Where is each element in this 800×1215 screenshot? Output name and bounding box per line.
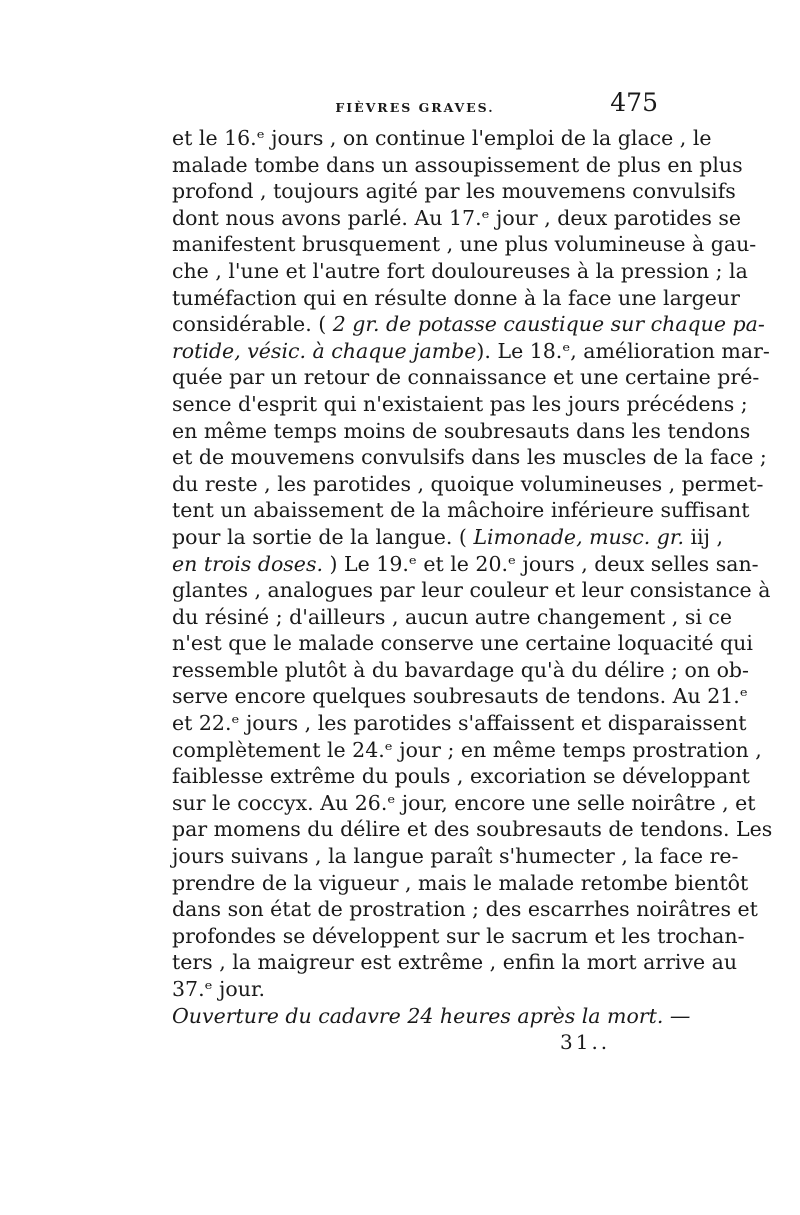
text-run: ters , la maigreur est extrême , enfin la mort arrive au xyxy=(172,950,738,975)
running-head xyxy=(172,88,658,124)
text-line xyxy=(172,577,771,604)
text-line xyxy=(172,285,740,312)
text-run: et le 16.ᵉ jours , on continue l'emploi de la glace , le xyxy=(172,126,712,150)
text-run: et 22.ᵉ jours , les parotides s'affaissent et disparaissent xyxy=(172,711,747,736)
text-run: tent un abaissement de la mâchoire inférieure suffisant xyxy=(172,498,750,523)
italic-text: Ouverture du cadavre 24 heures après la mort. — xyxy=(172,1003,691,1028)
text-run: ). Le 18.ᵉ, amélioration mar- xyxy=(476,338,770,363)
text-run: et de mouvemens convulsifs dans les muscles de la face ; xyxy=(172,445,767,470)
page-number: 475 xyxy=(610,88,658,117)
text-run: en même temps moins de soubresauts dans les tendons xyxy=(172,418,751,443)
text-line xyxy=(172,125,712,152)
text-line xyxy=(172,152,743,179)
text-run: sence d'esprit qui n'existaient pas les jours précédens ; xyxy=(172,391,748,416)
text-run: serve encore quelques soubresauts de tendons. Au 21.ᵉ xyxy=(172,684,748,709)
text-run: malade tombe dans un assoupissement de plus en plus xyxy=(172,152,743,177)
text-run: complètement le 24.ᵉ jour ; en même temps prostration , xyxy=(172,737,762,762)
text-run: quée par un retour de connaissance et une certaine pré- xyxy=(172,365,760,390)
italic-text: 2 gr. de potasse caustique sur chaque pa- xyxy=(332,312,765,337)
text-run: ressemble plutôt à du bavardage qu'à du délire ; on ob- xyxy=(172,657,749,682)
text-run: profondes se développent sur le sacrum et les trochan- xyxy=(172,923,745,948)
text-run: pour la sortie de la langue. ( xyxy=(172,524,474,549)
text-line xyxy=(172,710,747,737)
text-line xyxy=(172,870,749,897)
text-line xyxy=(172,178,736,205)
text-line xyxy=(172,471,764,498)
text-line xyxy=(172,311,765,338)
body-text xyxy=(172,125,773,1029)
text-line xyxy=(172,524,723,551)
text-run: dont nous avons parlé. Au 17.ᵉ jour , deux parotides se xyxy=(172,205,742,230)
text-line xyxy=(172,657,749,684)
text-run: glantes , analogues par leur couleur et leur consistance à xyxy=(172,578,771,603)
text-line xyxy=(172,896,758,923)
text-run: par momens du délire et des soubresauts de tendons. Les xyxy=(172,817,773,842)
text-line xyxy=(172,497,750,524)
text-line xyxy=(172,391,748,418)
text-line xyxy=(172,816,773,843)
text-line xyxy=(172,1003,691,1030)
text-line xyxy=(172,205,742,232)
italic-text: en trois doses. xyxy=(172,551,323,576)
text-line xyxy=(172,258,748,285)
text-run: n'est que le malade conserve une certaine loquacité qui xyxy=(172,631,753,656)
text-line xyxy=(172,923,745,950)
text-line xyxy=(172,444,767,471)
text-line xyxy=(172,604,733,631)
text-run: prendre de la vigueur , mais le malade retombe bientôt xyxy=(172,870,749,895)
text-run: manifestent brusquement , une plus volumineuse à gau- xyxy=(172,232,757,257)
text-run: considérable. ( xyxy=(172,312,333,337)
text-run: du résiné ; d'ailleurs , aucun autre changement , si ce xyxy=(172,604,733,629)
signature-mark: 31.. xyxy=(560,1030,611,1054)
text-line xyxy=(172,338,770,365)
text-line xyxy=(172,737,762,764)
text-line xyxy=(172,683,748,710)
text-run: 37.ᵉ jour. xyxy=(172,977,266,1001)
text-line xyxy=(172,551,759,578)
italic-text: rotide, vésic. à chaque jambe xyxy=(172,338,477,363)
text-line xyxy=(172,976,659,1003)
text-run: profond , toujours agité par les mouvemens convulsifs xyxy=(172,179,736,204)
text-line xyxy=(172,418,751,445)
text-line xyxy=(172,231,757,258)
text-line xyxy=(172,630,753,657)
text-line xyxy=(172,949,738,976)
italic-text: Limonade, musc. gr. xyxy=(473,524,684,549)
text-run: iij , xyxy=(683,524,723,549)
text-run: du reste , les parotides , quoique volumineuses , permet- xyxy=(172,471,764,496)
text-run: faiblesse extrême du pouls , excoriation se développant xyxy=(172,764,750,789)
text-run: jours suivans , la langue paraît s'humecter , la face re- xyxy=(172,844,739,869)
text-line xyxy=(172,763,750,790)
text-line xyxy=(172,364,760,391)
text-line xyxy=(172,790,756,817)
text-run: dans son état de prostration ; des escarrhes noirâtres et xyxy=(172,897,758,922)
text-run: tuméfaction qui en résulte donne à la face une largeur xyxy=(172,285,740,310)
running-title: FIÈVRES GRAVES. xyxy=(335,100,495,115)
text-run: che , l'une et l'autre fort douloureuses à la pression ; la xyxy=(172,258,748,283)
text-line xyxy=(172,843,739,870)
text-run: ) Le 19.ᵉ et le 20.ᵉ jours , deux selles san- xyxy=(322,551,759,576)
text-run: sur le coccyx. Au 26.ᵉ jour, encore une selle noirâtre , et xyxy=(172,790,756,815)
